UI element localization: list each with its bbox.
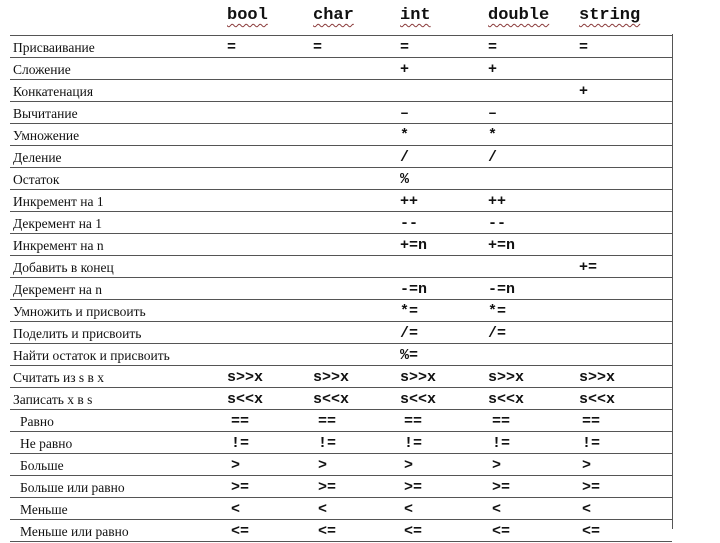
operator-cell: >: [231, 457, 241, 474]
operator-cell: !=: [404, 435, 423, 452]
table-row: [0, 103, 720, 125]
row-divider: [10, 167, 672, 168]
operator-cell: ==: [404, 413, 423, 430]
operator-cell: <=: [318, 523, 337, 540]
operator-cell: ==: [318, 413, 337, 430]
row-label: Остаток: [13, 172, 60, 187]
operator-cell: +: [488, 61, 498, 78]
row-divider: [10, 35, 672, 36]
operator-cell: ++: [400, 193, 419, 210]
row-label: Не равно: [20, 436, 73, 451]
row-divider: [10, 431, 672, 432]
operator-cell: <: [318, 501, 328, 518]
header-int: int: [400, 6, 431, 25]
table-row: [0, 323, 720, 345]
table-row: [0, 433, 720, 455]
row-label: Инкремент на n: [13, 238, 104, 253]
operator-cell: *: [400, 127, 410, 144]
row-divider: [10, 519, 672, 520]
row-divider: [10, 453, 672, 454]
table-row: [0, 411, 720, 433]
row-divider: [10, 211, 672, 212]
row-label: Меньше или равно: [20, 524, 129, 539]
table-row: [0, 257, 720, 279]
table-row: [0, 367, 720, 389]
operator-cell: -=n: [400, 281, 428, 298]
table-row: [0, 37, 720, 59]
row-label: Сложение: [13, 62, 71, 77]
table-row: [0, 191, 720, 213]
row-label: Умножить и присвоить: [13, 304, 146, 319]
operator-cell: ==: [582, 413, 601, 430]
operator-cell: /: [488, 149, 498, 166]
operator-cell: >: [404, 457, 414, 474]
row-divider: [10, 79, 672, 80]
operator-cell: ==: [492, 413, 511, 430]
operator-cell: >=: [318, 479, 337, 496]
row-label: Вычитание: [13, 106, 78, 121]
operator-cell: –: [400, 105, 410, 122]
operator-cell: !=: [582, 435, 601, 452]
row-label: Найти остаток и присвоить: [13, 348, 170, 363]
operator-cell: +=: [579, 259, 598, 276]
row-divider: [10, 101, 672, 102]
row-label: Добавить в конец: [13, 260, 114, 275]
operator-cell: s>>x: [488, 369, 525, 386]
operator-cell: +=n: [488, 237, 516, 254]
row-label: Конкатенация: [13, 84, 94, 99]
operator-cell: /=: [488, 325, 507, 342]
row-divider: [10, 409, 672, 410]
row-divider: [10, 233, 672, 234]
operator-cell: s<<x: [313, 391, 350, 408]
header-string: string: [579, 6, 641, 25]
table-row: [0, 455, 720, 477]
table-row: [0, 81, 720, 103]
operator-cell: *: [488, 127, 498, 144]
operator-cell: /: [400, 149, 410, 166]
operator-cell: ++: [488, 193, 507, 210]
row-label: Поделить и присвоить: [13, 326, 142, 341]
header-double: double: [488, 6, 550, 25]
operator-cell: %=: [400, 347, 419, 364]
table-row: [0, 389, 720, 411]
row-label: Считать из s в x: [13, 370, 105, 385]
operator-cell: !=: [231, 435, 250, 452]
row-divider: [10, 277, 672, 278]
row-divider: [10, 299, 672, 300]
operator-cell: >: [492, 457, 502, 474]
row-label: Умножение: [13, 128, 80, 143]
table-row: [0, 499, 720, 521]
operator-cell: =: [313, 39, 323, 56]
operator-cell: s<<x: [488, 391, 525, 408]
row-divider: [10, 123, 672, 124]
operator-cell: =: [400, 39, 410, 56]
operator-cell: +=n: [400, 237, 428, 254]
table-row: [0, 477, 720, 499]
operator-cell: +: [579, 83, 589, 100]
operator-cell: <: [582, 501, 592, 518]
operator-cell: --: [488, 215, 507, 232]
operator-cell: /=: [400, 325, 419, 342]
row-divider: [10, 145, 672, 146]
row-divider: [10, 343, 672, 344]
operator-cell: s>>x: [227, 369, 264, 386]
row-label: Меньше: [20, 502, 68, 517]
operator-cell: >: [582, 457, 592, 474]
operator-cell: >=: [582, 479, 601, 496]
operator-cell: s>>x: [579, 369, 616, 386]
row-label: Декремент на 1: [13, 216, 103, 231]
header-bool: bool: [227, 6, 268, 25]
operator-cell: <=: [231, 523, 250, 540]
row-label: Больше или равно: [20, 480, 125, 495]
operator-cell: s>>x: [313, 369, 350, 386]
table-row: [0, 169, 720, 191]
operator-cell: >=: [231, 479, 250, 496]
row-divider: [10, 57, 672, 58]
operator-cell: !=: [492, 435, 511, 452]
table-row: [0, 59, 720, 81]
row-label: Присваивание: [13, 40, 95, 55]
operator-cell: <=: [404, 523, 423, 540]
row-divider: [10, 475, 672, 476]
row-label: Равно: [20, 414, 54, 429]
header-char: char: [313, 6, 354, 25]
operator-cell: <: [492, 501, 502, 518]
row-label: Инкремент на 1: [13, 194, 104, 209]
row-label: Записать x в s: [13, 392, 93, 407]
operator-cell: *=: [400, 303, 419, 320]
operator-cell: %: [400, 171, 410, 188]
row-divider: [10, 321, 672, 322]
operator-cell: +: [400, 61, 410, 78]
row-label: Декремент на n: [13, 282, 103, 297]
table-row: [0, 279, 720, 301]
row-divider: [10, 365, 672, 366]
operator-cell: s<<x: [227, 391, 264, 408]
table-row: [0, 125, 720, 147]
row-divider: [10, 541, 672, 542]
operator-cell: =: [227, 39, 237, 56]
operator-cell: -=n: [488, 281, 516, 298]
operator-cell: *=: [488, 303, 507, 320]
operator-cell: >: [318, 457, 328, 474]
operator-cell: <=: [582, 523, 601, 540]
table-row: [0, 235, 720, 257]
operator-cell: s>>x: [400, 369, 437, 386]
row-divider: [10, 189, 672, 190]
table-row: [0, 213, 720, 235]
row-divider: [10, 497, 672, 498]
operator-cell: --: [400, 215, 419, 232]
table-row: [0, 147, 720, 169]
row-label: Больше: [20, 458, 64, 473]
operator-cell: =: [488, 39, 498, 56]
operator-cell: >=: [492, 479, 511, 496]
operator-cell: <=: [492, 523, 511, 540]
table-row: [0, 301, 720, 323]
operator-cell: s<<x: [579, 391, 616, 408]
operator-cell: !=: [318, 435, 337, 452]
operator-cell: <: [231, 501, 241, 518]
operator-cell: s<<x: [400, 391, 437, 408]
operator-cell: =: [579, 39, 589, 56]
table-row: [0, 345, 720, 367]
operator-cell: >=: [404, 479, 423, 496]
operator-cell: ==: [231, 413, 250, 430]
operator-cell: <: [404, 501, 414, 518]
row-label: Деление: [13, 150, 62, 165]
row-divider: [10, 255, 672, 256]
operator-cell: –: [488, 105, 498, 122]
row-divider: [10, 387, 672, 388]
